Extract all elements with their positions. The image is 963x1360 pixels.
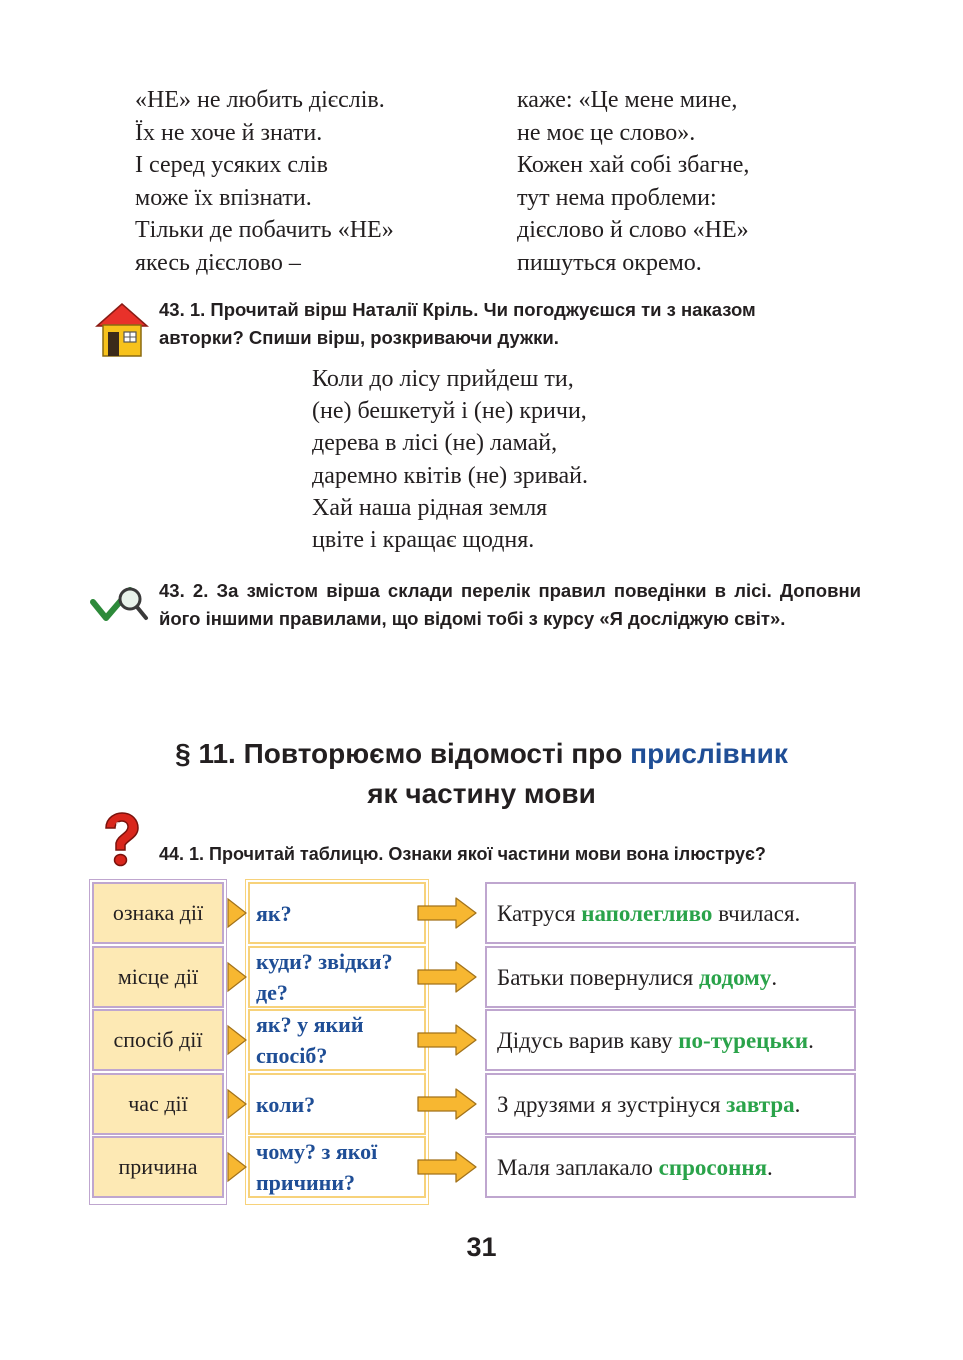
task-line: авторки? Спиши вірш, розкриваючи дужки.	[159, 327, 559, 348]
poem-line: (не) бешкетуй і (не) кричи,	[312, 398, 587, 425]
section-heading-line2: як частину мови	[367, 778, 596, 809]
poem-line: дієслово й слово «НЕ»	[517, 217, 749, 243]
task-43-2: 43. 2. За змістом вірша склади перелік правил поведінки в лісі. Доповни його іншими правилами, що відомі тобі з курсу «Я досліджую світ».	[159, 580, 861, 629]
poem-line: тут нема проблеми:	[517, 184, 717, 211]
example-text: Дідусь варив каву	[497, 1027, 679, 1053]
example-text-end: .	[808, 1027, 814, 1053]
poem-line: дерева в лісі (не) ламай,	[312, 430, 558, 457]
poem-line: даремно квітів (не) зривай.	[312, 462, 589, 489]
pointer-triangle-icon	[226, 1088, 248, 1120]
example-sentence	[497, 1025, 854, 1056]
page-number: 31	[466, 1232, 497, 1262]
question-label: як? у який спосіб?	[256, 1012, 364, 1068]
question-label: коли?	[256, 1091, 316, 1117]
poem-line: Хай наша рідная земля	[312, 494, 548, 521]
feature-label: місце дії	[117, 964, 199, 989]
example-cell	[485, 882, 856, 944]
task-43-1	[159, 296, 869, 352]
section-heading-accent: прислівник	[630, 738, 788, 769]
pointer-triangle-icon	[226, 1151, 248, 1183]
feature-label: спосіб дії	[113, 1027, 203, 1052]
example-cell	[485, 1009, 856, 1071]
poem-line: цвіте і кращає щодня.	[312, 527, 535, 554]
example-text: Маля заплакало	[497, 1154, 659, 1180]
question-mark-icon	[98, 812, 142, 873]
poem-right-column	[517, 84, 749, 279]
example-text: Батьки повернулися	[497, 964, 699, 990]
feature-label: ознака дії	[112, 900, 204, 925]
example-cell	[485, 1073, 856, 1135]
poem-line: не моє це слово».	[517, 119, 696, 146]
example-text-end: .	[767, 1154, 773, 1180]
poem-line: І серед усяких слів	[135, 152, 328, 178]
house-icon	[95, 302, 149, 363]
feature-cell	[92, 1136, 224, 1198]
poem-line: Кожен хай собі збагне,	[517, 152, 750, 178]
example-sentence	[497, 898, 854, 929]
feature-cell	[92, 882, 224, 944]
poem-line: Їх не хоче й знати.	[135, 119, 323, 146]
poem-line: Коли до лісу прийдеш ти,	[312, 366, 574, 392]
poem-line: Тільки де побачить «НЕ»	[135, 217, 394, 243]
question-cell	[248, 1009, 426, 1071]
magnifier-check-icon	[90, 582, 150, 631]
pointer-triangle-icon	[226, 961, 248, 993]
poem-line: «НЕ» не любить дієслів.	[135, 87, 385, 113]
example-adverb: наполегливо	[581, 900, 713, 926]
example-adverb: додому	[698, 964, 772, 990]
arrow-right-icon	[416, 1150, 478, 1184]
feature-cell	[92, 946, 224, 1008]
feature-label: причина	[118, 1154, 198, 1179]
question-cell	[248, 1073, 426, 1135]
example-sentence	[497, 1152, 854, 1183]
example-text-end: .	[771, 964, 778, 990]
example-adverb: по-турецьки	[678, 1027, 809, 1053]
pointer-triangle-icon	[226, 1024, 248, 1056]
example-text-end: .	[794, 1091, 801, 1117]
example-adverb: завтра	[726, 1091, 795, 1117]
poem-line: може їх впізнати.	[135, 184, 312, 211]
poem-line: пишуться окремо.	[517, 249, 702, 276]
poem-line: якесь дієслово –	[135, 249, 301, 276]
arrow-right-icon	[416, 896, 478, 930]
example-sentence	[497, 1089, 854, 1120]
example-text-end: вчилася.	[712, 900, 801, 926]
section-heading-prefix: § 11. Повторюємо відомості про	[175, 738, 631, 769]
task-line: 43. 1. Прочитай вірш Наталії Кріль. Чи погоджуєшся ти з наказом	[159, 299, 756, 320]
task-44-1: 44. 1. Прочитай таблицю. Ознаки якої частини мови вона ілюструє?	[159, 844, 766, 864]
feature-label: час дії	[128, 1091, 188, 1116]
question-cell	[248, 1136, 426, 1198]
poem-left-column	[135, 84, 394, 279]
example-cell	[485, 946, 856, 1008]
question-label: як?	[256, 900, 292, 926]
pointer-triangle-icon	[226, 897, 248, 929]
question-cell	[248, 882, 426, 944]
feature-cell	[92, 1009, 224, 1071]
example-cell	[485, 1136, 856, 1198]
example-text: З друзями я зустрінуся	[497, 1091, 727, 1117]
arrow-right-icon	[416, 1023, 478, 1057]
arrow-right-icon	[416, 1087, 478, 1121]
feature-cell	[92, 1073, 224, 1135]
example-adverb: спросоння	[658, 1154, 768, 1180]
question-cell	[248, 946, 426, 1008]
arrow-right-icon	[416, 960, 478, 994]
section-heading	[0, 734, 963, 814]
example-text: Катруся	[497, 900, 582, 926]
poem-line: каже: «Це мене мине,	[517, 87, 738, 113]
poem-forest	[312, 363, 588, 556]
question-label: куди? звідки? де?	[256, 949, 393, 1005]
example-sentence	[497, 962, 854, 993]
question-label: чому? з якої причини?	[256, 1139, 378, 1195]
